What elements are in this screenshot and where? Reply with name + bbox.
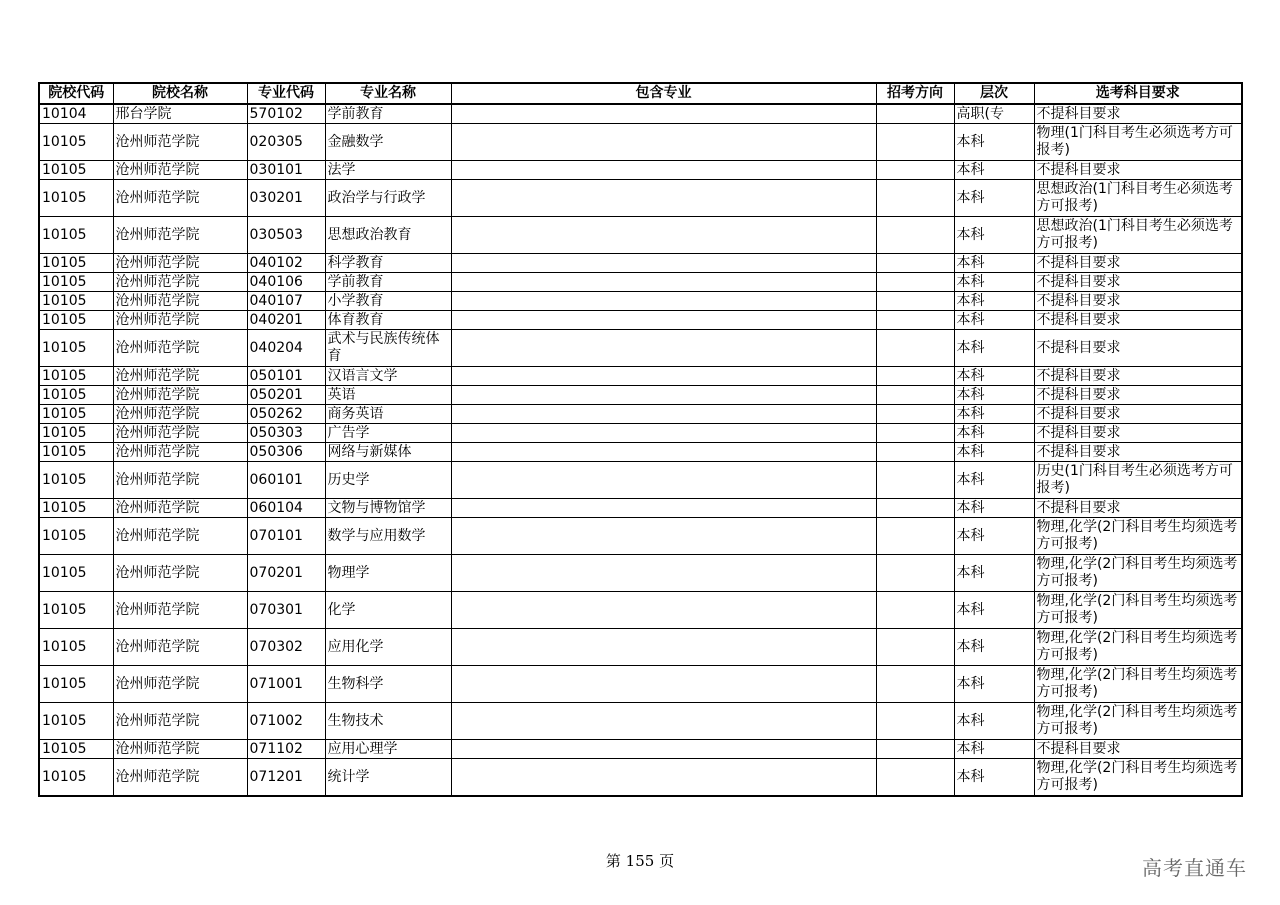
cell-subject-requirement: 物理(1门科目考生必须选考方可报考) (1034, 124, 1242, 161)
cell-level: 本科 (954, 499, 1034, 518)
cell-major-code: 030201 (247, 180, 325, 217)
cell-major-code: 030101 (247, 161, 325, 180)
cell-school-name: 沧州师范学院 (113, 462, 247, 499)
cell-school-code: 10105 (39, 124, 113, 161)
table-row (39, 666, 1242, 703)
cell-direction (876, 629, 954, 666)
cell-major-name: 武术与民族传统体育 (325, 330, 451, 367)
cell-school-code: 10105 (39, 592, 113, 629)
cell-direction (876, 424, 954, 443)
cell-school-name: 沧州师范学院 (113, 555, 247, 592)
col-header-subject-requirement: 选考科目要求 (1034, 83, 1242, 104)
cell-level: 本科 (954, 292, 1034, 311)
cell-school-code: 10105 (39, 386, 113, 405)
cell-level: 本科 (954, 217, 1034, 254)
col-header-major-name: 专业名称 (325, 83, 451, 104)
cell-major-name: 思想政治教育 (325, 217, 451, 254)
header-row (39, 83, 1242, 104)
table-row (39, 104, 1242, 124)
cell-direction (876, 124, 954, 161)
cell-included-majors (451, 405, 876, 424)
cell-school-code: 10104 (39, 104, 113, 124)
table-row (39, 161, 1242, 180)
table-row (39, 592, 1242, 629)
table-row (39, 405, 1242, 424)
table-row (39, 759, 1242, 797)
cell-subject-requirement: 不提科目要求 (1034, 443, 1242, 462)
cell-level: 本科 (954, 462, 1034, 499)
cell-major-name: 历史学 (325, 462, 451, 499)
cell-level: 本科 (954, 424, 1034, 443)
cell-subject-requirement: 物理,化学(2门科目考生均须选考方可报考) (1034, 555, 1242, 592)
cell-direction (876, 330, 954, 367)
admissions-table (38, 82, 1243, 797)
cell-school-name: 沧州师范学院 (113, 330, 247, 367)
cell-major-code: 570102 (247, 104, 325, 124)
cell-school-code: 10105 (39, 555, 113, 592)
cell-major-code: 040107 (247, 292, 325, 311)
cell-major-name: 应用心理学 (325, 740, 451, 759)
cell-subject-requirement: 物理,化学(2门科目考生均须选考方可报考) (1034, 629, 1242, 666)
cell-major-name: 金融数学 (325, 124, 451, 161)
cell-school-code: 10105 (39, 499, 113, 518)
cell-included-majors (451, 703, 876, 740)
cell-major-code: 050201 (247, 386, 325, 405)
cell-school-code: 10105 (39, 518, 113, 555)
cell-included-majors (451, 292, 876, 311)
table-row (39, 629, 1242, 666)
table-row (39, 462, 1242, 499)
cell-major-code: 071002 (247, 703, 325, 740)
cell-direction (876, 703, 954, 740)
cell-subject-requirement: 不提科目要求 (1034, 424, 1242, 443)
cell-major-code: 030503 (247, 217, 325, 254)
cell-school-code: 10105 (39, 666, 113, 703)
cell-level: 本科 (954, 759, 1034, 797)
cell-included-majors (451, 518, 876, 555)
cell-subject-requirement: 不提科目要求 (1034, 386, 1242, 405)
cell-level: 本科 (954, 367, 1034, 386)
cell-subject-requirement: 物理,化学(2门科目考生均须选考方可报考) (1034, 518, 1242, 555)
cell-subject-requirement: 不提科目要求 (1034, 405, 1242, 424)
cell-school-code: 10105 (39, 180, 113, 217)
cell-major-name: 统计学 (325, 759, 451, 797)
cell-subject-requirement: 不提科目要求 (1034, 104, 1242, 124)
cell-major-code: 040106 (247, 273, 325, 292)
cell-included-majors (451, 443, 876, 462)
cell-direction (876, 273, 954, 292)
cell-major-code: 050303 (247, 424, 325, 443)
cell-included-majors (451, 740, 876, 759)
table-row (39, 424, 1242, 443)
cell-direction (876, 759, 954, 797)
cell-direction (876, 161, 954, 180)
cell-school-name: 沧州师范学院 (113, 629, 247, 666)
cell-school-name: 沧州师范学院 (113, 367, 247, 386)
cell-major-name: 法学 (325, 161, 451, 180)
cell-school-code: 10105 (39, 443, 113, 462)
col-header-level: 层次 (954, 83, 1034, 104)
cell-included-majors (451, 254, 876, 273)
cell-included-majors (451, 273, 876, 292)
cell-school-name: 邢台学院 (113, 104, 247, 124)
cell-major-code: 071201 (247, 759, 325, 797)
cell-level: 本科 (954, 180, 1034, 217)
cell-subject-requirement: 历史(1门科目考生必须选考方可报考) (1034, 462, 1242, 499)
table-row (39, 518, 1242, 555)
col-header-school-code: 院校代码 (39, 83, 113, 104)
cell-school-name: 沧州师范学院 (113, 518, 247, 555)
table-row (39, 311, 1242, 330)
cell-direction (876, 254, 954, 273)
cell-level: 本科 (954, 443, 1034, 462)
cell-included-majors (451, 629, 876, 666)
cell-school-code: 10105 (39, 629, 113, 666)
cell-school-name: 沧州师范学院 (113, 740, 247, 759)
cell-school-name: 沧州师范学院 (113, 592, 247, 629)
table-body (39, 104, 1242, 796)
cell-school-name: 沧州师范学院 (113, 759, 247, 797)
cell-major-name: 英语 (325, 386, 451, 405)
cell-included-majors (451, 555, 876, 592)
cell-direction (876, 518, 954, 555)
cell-major-name: 网络与新媒体 (325, 443, 451, 462)
cell-included-majors (451, 499, 876, 518)
cell-major-code: 071102 (247, 740, 325, 759)
cell-major-code: 050306 (247, 443, 325, 462)
cell-major-code: 071001 (247, 666, 325, 703)
page-number: 第 155 页 (605, 852, 675, 870)
cell-level: 本科 (954, 254, 1034, 273)
cell-major-name: 数学与应用数学 (325, 518, 451, 555)
cell-direction (876, 292, 954, 311)
cell-major-name: 文物与博物馆学 (325, 499, 451, 518)
cell-major-code: 020305 (247, 124, 325, 161)
cell-school-name: 沧州师范学院 (113, 217, 247, 254)
cell-subject-requirement: 不提科目要求 (1034, 499, 1242, 518)
col-header-included-majors: 包含专业 (451, 83, 876, 104)
cell-school-name: 沧州师范学院 (113, 386, 247, 405)
cell-school-name: 沧州师范学院 (113, 424, 247, 443)
cell-included-majors (451, 592, 876, 629)
table-row (39, 555, 1242, 592)
cell-direction (876, 592, 954, 629)
cell-major-name: 广告学 (325, 424, 451, 443)
cell-included-majors (451, 311, 876, 330)
cell-school-name: 沧州师范学院 (113, 405, 247, 424)
table-row (39, 217, 1242, 254)
cell-major-code: 040204 (247, 330, 325, 367)
cell-subject-requirement: 物理,化学(2门科目考生均须选考方可报考) (1034, 666, 1242, 703)
cell-included-majors (451, 161, 876, 180)
cell-level: 本科 (954, 405, 1034, 424)
cell-included-majors (451, 386, 876, 405)
cell-major-code: 070301 (247, 592, 325, 629)
cell-school-code: 10105 (39, 217, 113, 254)
cell-included-majors (451, 424, 876, 443)
cell-direction (876, 555, 954, 592)
table-row (39, 273, 1242, 292)
cell-school-code: 10105 (39, 405, 113, 424)
col-header-major-code: 专业代码 (247, 83, 325, 104)
cell-level: 本科 (954, 311, 1034, 330)
cell-school-code: 10105 (39, 462, 113, 499)
cell-level: 本科 (954, 592, 1034, 629)
cell-school-code: 10105 (39, 161, 113, 180)
cell-direction (876, 462, 954, 499)
cell-direction (876, 740, 954, 759)
cell-level: 本科 (954, 555, 1034, 592)
cell-school-code: 10105 (39, 367, 113, 386)
cell-major-name: 物理学 (325, 555, 451, 592)
cell-level: 本科 (954, 666, 1034, 703)
cell-school-name: 沧州师范学院 (113, 180, 247, 217)
cell-major-name: 政治学与行政学 (325, 180, 451, 217)
table-row (39, 292, 1242, 311)
cell-school-name: 沧州师范学院 (113, 254, 247, 273)
cell-direction (876, 367, 954, 386)
cell-level: 本科 (954, 330, 1034, 367)
table-row (39, 330, 1242, 367)
watermark-logo: 高考直通车 (1142, 856, 1247, 880)
cell-school-name: 沧州师范学院 (113, 666, 247, 703)
cell-school-code: 10105 (39, 703, 113, 740)
cell-major-name: 商务英语 (325, 405, 451, 424)
cell-major-name: 体育教育 (325, 311, 451, 330)
table-row (39, 499, 1242, 518)
table-row (39, 740, 1242, 759)
cell-included-majors (451, 180, 876, 217)
cell-major-code: 050262 (247, 405, 325, 424)
cell-level: 本科 (954, 629, 1034, 666)
cell-subject-requirement: 思想政治(1门科目考生必须选考方可报考) (1034, 217, 1242, 254)
cell-school-name: 沧州师范学院 (113, 703, 247, 740)
cell-direction (876, 499, 954, 518)
cell-included-majors (451, 462, 876, 499)
col-header-direction: 招考方向 (876, 83, 954, 104)
cell-included-majors (451, 367, 876, 386)
cell-school-code: 10105 (39, 311, 113, 330)
cell-subject-requirement: 思想政治(1门科目考生必须选考方可报考) (1034, 180, 1242, 217)
cell-level: 本科 (954, 518, 1034, 555)
cell-direction (876, 666, 954, 703)
cell-major-code: 040102 (247, 254, 325, 273)
cell-direction (876, 405, 954, 424)
cell-direction (876, 311, 954, 330)
cell-school-name: 沧州师范学院 (113, 124, 247, 161)
cell-major-name: 学前教育 (325, 273, 451, 292)
cell-major-code: 070302 (247, 629, 325, 666)
table-row (39, 254, 1242, 273)
cell-direction (876, 104, 954, 124)
table-row (39, 124, 1242, 161)
cell-subject-requirement: 不提科目要求 (1034, 330, 1242, 367)
cell-major-code: 060104 (247, 499, 325, 518)
table-row (39, 443, 1242, 462)
cell-included-majors (451, 330, 876, 367)
cell-level: 本科 (954, 703, 1034, 740)
cell-included-majors (451, 759, 876, 797)
table-row (39, 367, 1242, 386)
cell-major-code: 070101 (247, 518, 325, 555)
cell-direction (876, 443, 954, 462)
cell-major-name: 汉语言文学 (325, 367, 451, 386)
cell-major-name: 生物科学 (325, 666, 451, 703)
cell-major-name: 学前教育 (325, 104, 451, 124)
cell-major-name: 科学教育 (325, 254, 451, 273)
cell-included-majors (451, 217, 876, 254)
cell-school-code: 10105 (39, 254, 113, 273)
table-row (39, 180, 1242, 217)
cell-subject-requirement: 物理,化学(2门科目考生均须选考方可报考) (1034, 703, 1242, 740)
cell-major-name: 化学 (325, 592, 451, 629)
cell-included-majors (451, 104, 876, 124)
cell-subject-requirement: 物理,化学(2门科目考生均须选考方可报考) (1034, 592, 1242, 629)
table-row (39, 703, 1242, 740)
cell-included-majors (451, 666, 876, 703)
cell-level: 高职(专 (954, 104, 1034, 124)
cell-major-name: 小学教育 (325, 292, 451, 311)
cell-subject-requirement: 不提科目要求 (1034, 367, 1242, 386)
cell-direction (876, 386, 954, 405)
cell-major-code: 060101 (247, 462, 325, 499)
cell-major-code: 040201 (247, 311, 325, 330)
cell-school-code: 10105 (39, 292, 113, 311)
cell-included-majors (451, 124, 876, 161)
cell-subject-requirement: 不提科目要求 (1034, 254, 1242, 273)
cell-level: 本科 (954, 161, 1034, 180)
table-row (39, 386, 1242, 405)
col-header-school-name: 院校名称 (113, 83, 247, 104)
cell-level: 本科 (954, 386, 1034, 405)
cell-school-name: 沧州师范学院 (113, 443, 247, 462)
cell-school-name: 沧州师范学院 (113, 499, 247, 518)
cell-school-name: 沧州师范学院 (113, 273, 247, 292)
cell-school-name: 沧州师范学院 (113, 161, 247, 180)
cell-subject-requirement: 不提科目要求 (1034, 311, 1242, 330)
cell-subject-requirement: 不提科目要求 (1034, 292, 1242, 311)
cell-school-code: 10105 (39, 273, 113, 292)
cell-level: 本科 (954, 273, 1034, 292)
cell-subject-requirement: 不提科目要求 (1034, 273, 1242, 292)
cell-subject-requirement: 不提科目要求 (1034, 161, 1242, 180)
cell-subject-requirement: 物理,化学(2门科目考生均须选考方可报考) (1034, 759, 1242, 797)
cell-level: 本科 (954, 740, 1034, 759)
cell-major-name: 应用化学 (325, 629, 451, 666)
cell-major-code: 070201 (247, 555, 325, 592)
cell-level: 本科 (954, 124, 1034, 161)
cell-school-name: 沧州师范学院 (113, 292, 247, 311)
cell-major-name: 生物技术 (325, 703, 451, 740)
cell-school-code: 10105 (39, 740, 113, 759)
cell-direction (876, 180, 954, 217)
cell-school-code: 10105 (39, 759, 113, 797)
cell-subject-requirement: 不提科目要求 (1034, 740, 1242, 759)
cell-school-name: 沧州师范学院 (113, 311, 247, 330)
cell-school-code: 10105 (39, 424, 113, 443)
cell-direction (876, 217, 954, 254)
cell-school-code: 10105 (39, 330, 113, 367)
cell-major-code: 050101 (247, 367, 325, 386)
